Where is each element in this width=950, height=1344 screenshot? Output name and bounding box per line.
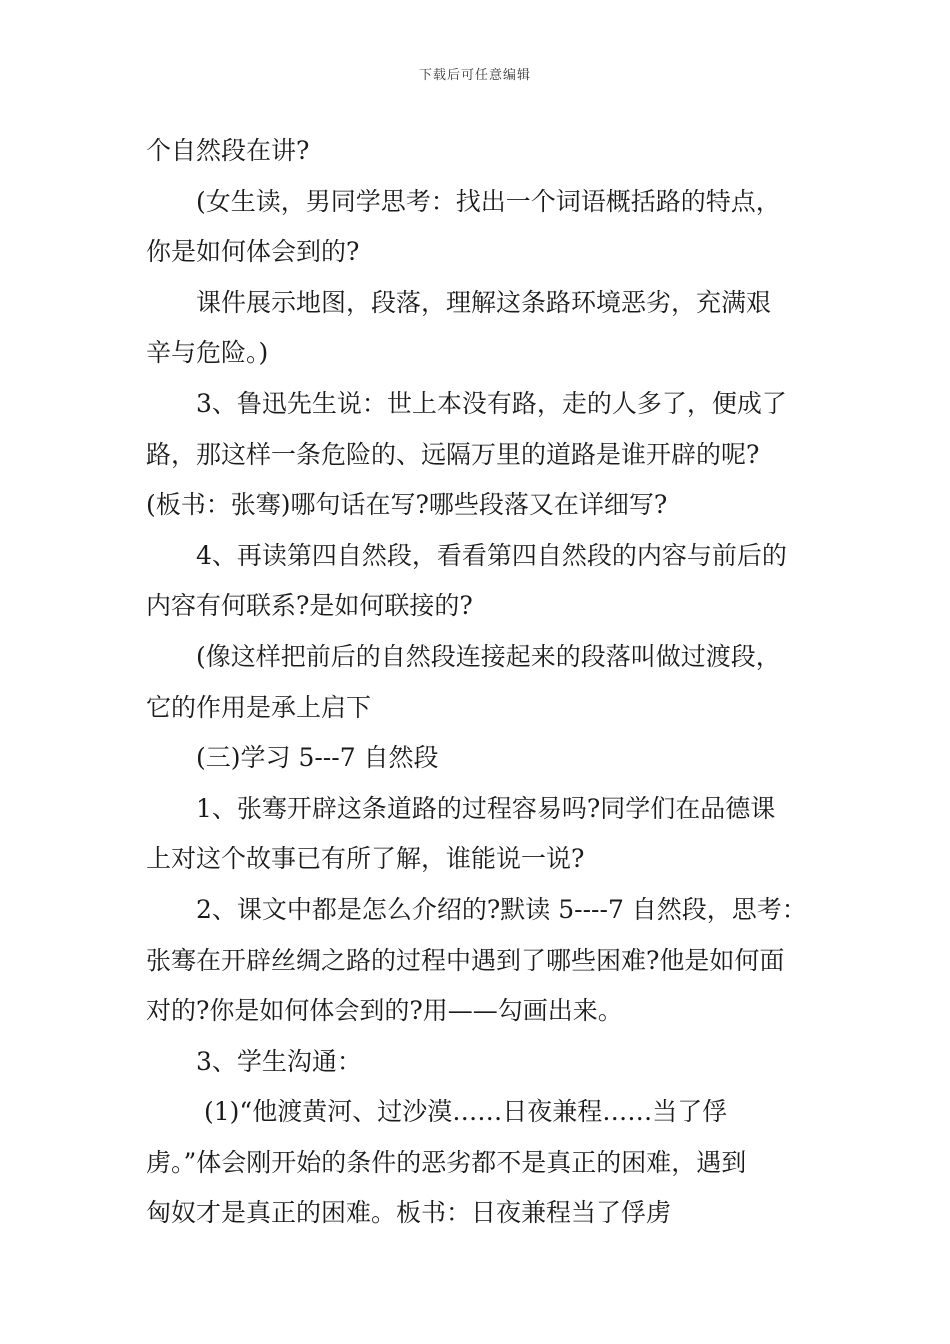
text-line: 课件展示地图，段落，理解这条路环境恶劣，充满艰 [196, 287, 772, 317]
text-line: 个自然段在讲? [146, 136, 310, 165]
text-line: 张骞在开辟丝绸之路的过程中遇到了哪些困难?他是如何面 [146, 945, 785, 975]
text-line: (女生读，男同学思考：找出一个词语概括路的特点， [196, 186, 781, 216]
text-line: 你是如何体会到的? [146, 237, 360, 267]
text-line: 对的?你是如何体会到的?用——勾画出来。 [146, 996, 623, 1026]
text-line: 1、张骞开辟这条道路的过程容易吗?同学们在品德课 [196, 793, 776, 823]
text-line: (像这样把前后的自然段连接起来的段落叫做过渡段， [196, 641, 781, 671]
text-line: 辛与危险。) [146, 338, 269, 368]
document-body [146, 126, 826, 1239]
text-line: 2、课文中都是怎么介绍的?默读 5----7 自然段，思考： [196, 894, 807, 924]
text-line: 内容有何联系?是如何联接的? [146, 591, 473, 621]
section-heading: (三)学习 5---7 自然段 [196, 743, 439, 773]
text-line: 3、鲁迅先生说：世上本没有路，走的人多了，便成了 [196, 388, 787, 418]
text-line: 路，那这样一条危险的、远隔万里的道路是谁开辟的呢? [146, 439, 760, 469]
text-line: 3、学生沟通： [196, 1046, 362, 1076]
text-line: 虏。”体会刚开始的条件的恶劣都不是真正的困难，遇到 [146, 1147, 747, 1177]
text-line: 匈奴才是真正的困难。板书：日夜兼程当了俘虏 [146, 1198, 672, 1228]
text-line: 4、再读第四自然段，看看第四自然段的内容与前后的 [196, 540, 787, 570]
page-header-note: 下载后可任意编辑 [418, 68, 531, 83]
text-line: 上对这个故事已有所了解，谁能说一说? [146, 844, 585, 874]
text-line: 它的作用是承上启下 [146, 692, 372, 722]
text-line: (板书：张骞)哪句话在写?哪些段落又在详细写? [146, 490, 668, 520]
text-line: (1)“他渡黄河、过沙漠……日夜兼程……当了俘 [204, 1097, 728, 1127]
